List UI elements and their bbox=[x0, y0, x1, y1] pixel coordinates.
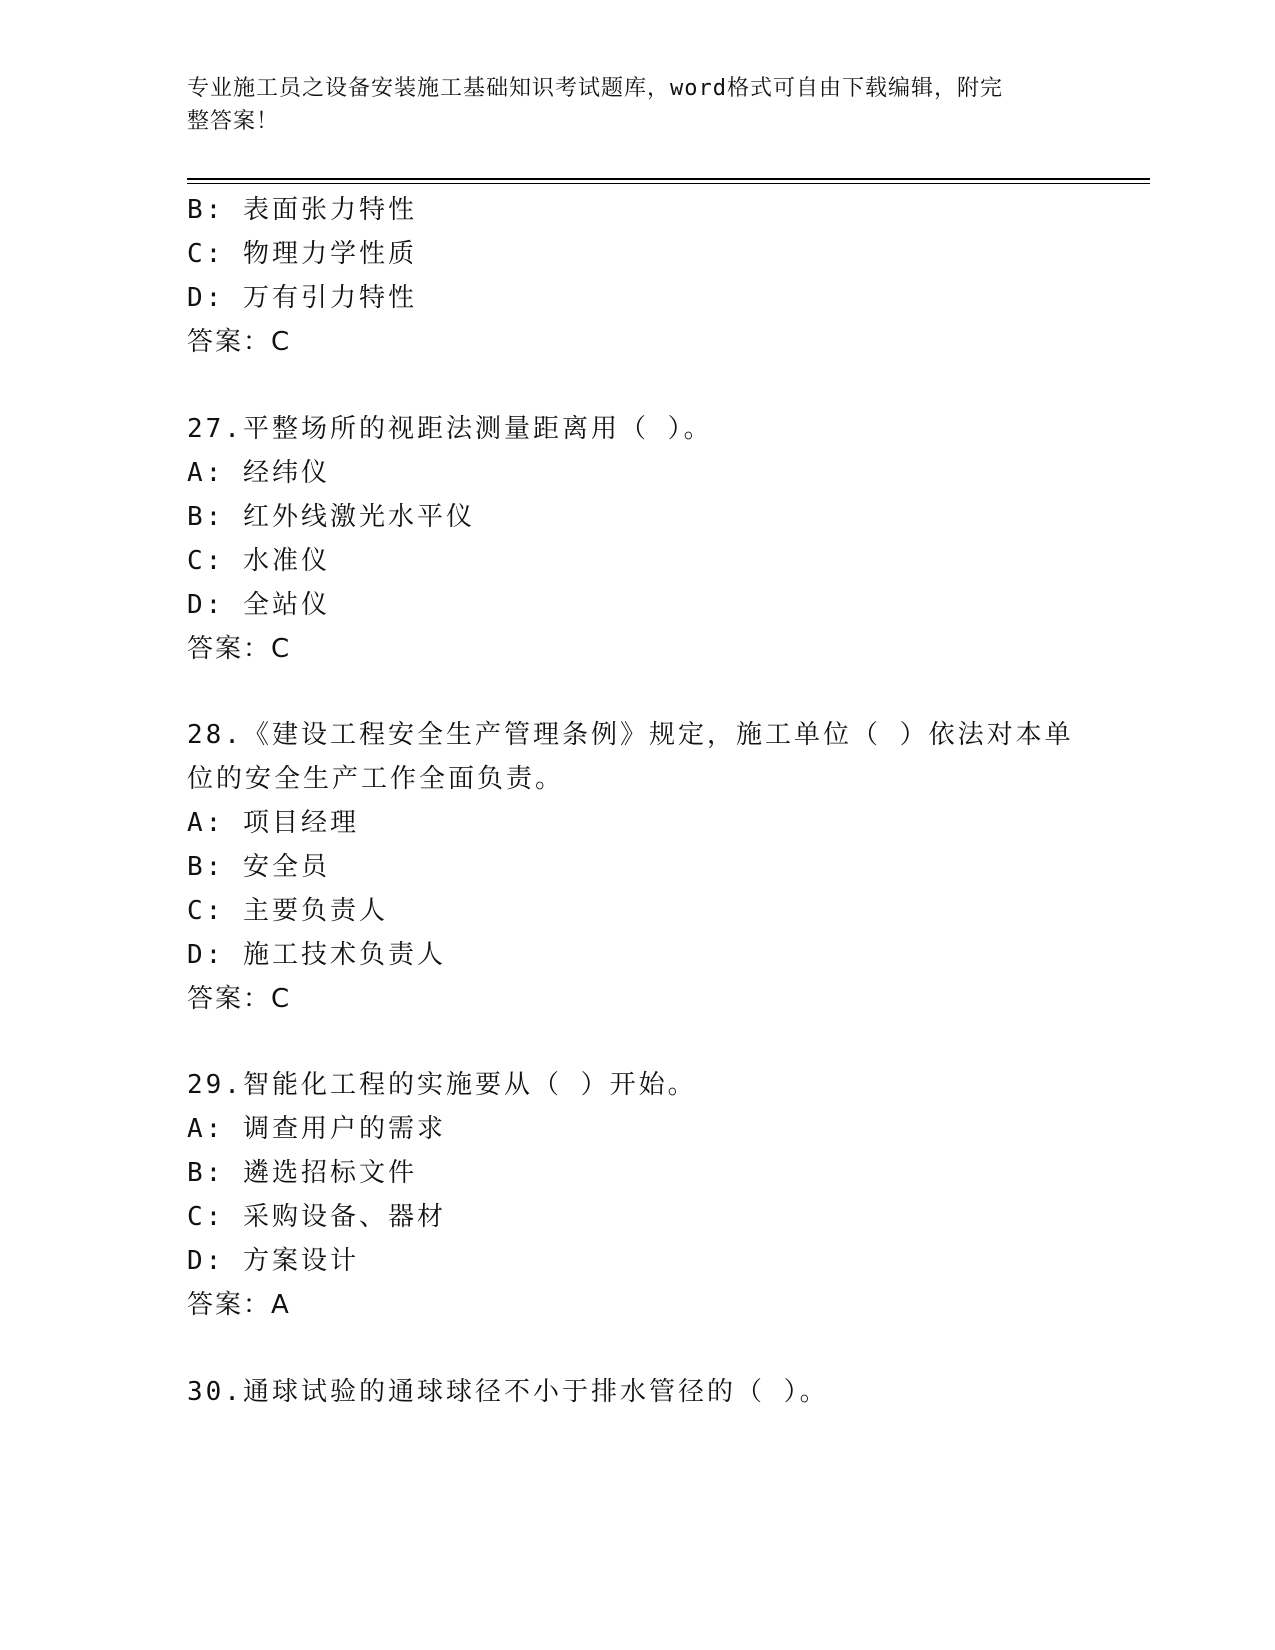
q26-option-d: D: 万有引力特性 bbox=[187, 283, 417, 313]
q27-option-c: C: 水准仪 bbox=[187, 546, 330, 576]
document-header bbox=[187, 72, 1077, 138]
q26-option-c: C: 物理力学性质 bbox=[187, 239, 417, 269]
q29-option-a: A: 调查用户的需求 bbox=[187, 1114, 446, 1144]
q29-answer: 答案：A bbox=[187, 1290, 291, 1320]
header-line-2: 整答案！ bbox=[187, 109, 280, 134]
q29-option-b: B: 遴选招标文件 bbox=[187, 1158, 417, 1188]
q27-option-d: D: 全站仪 bbox=[187, 590, 330, 620]
header-divider-thin bbox=[187, 183, 1150, 184]
q30-stem: 30.通球试验的通球球径不小于排水管径的（ ）。 bbox=[187, 1377, 829, 1407]
q28-option-a: A: 项目经理 bbox=[187, 808, 359, 838]
q27-option-b: B: 红外线激光水平仪 bbox=[187, 502, 475, 532]
q28-stem-line-1: 28.《建设工程安全生产管理条例》规定，施工单位（ ）依法对本单 bbox=[187, 720, 1074, 750]
q28-stem-line-2: 位的安全生产工作全面负责。 bbox=[187, 764, 565, 794]
header-divider-thick bbox=[187, 178, 1150, 180]
q29-option-d: D: 方案设计 bbox=[187, 1246, 359, 1276]
q28-answer: 答案：C bbox=[187, 984, 292, 1014]
q28-option-b: B: 安全员 bbox=[187, 852, 330, 882]
q29-stem: 29.智能化工程的实施要从（ ）开始。 bbox=[187, 1070, 697, 1100]
q26-answer: 答案：C bbox=[187, 327, 292, 357]
q27-stem: 27.平整场所的视距法测量距离用（ ）。 bbox=[187, 414, 713, 444]
q28-option-d: D: 施工技术负责人 bbox=[187, 940, 446, 970]
q26-option-b: B: 表面张力特性 bbox=[187, 195, 417, 225]
q27-answer: 答案：C bbox=[187, 634, 292, 664]
q29-option-c: C: 采购设备、器材 bbox=[187, 1202, 446, 1232]
q28-option-c: C: 主要负责人 bbox=[187, 896, 388, 926]
q27-option-a: A: 经纬仪 bbox=[187, 458, 330, 488]
header-line-1: 专业施工员之设备安装施工基础知识考试题库，word格式可自由下载编辑，附完 bbox=[187, 76, 1003, 101]
